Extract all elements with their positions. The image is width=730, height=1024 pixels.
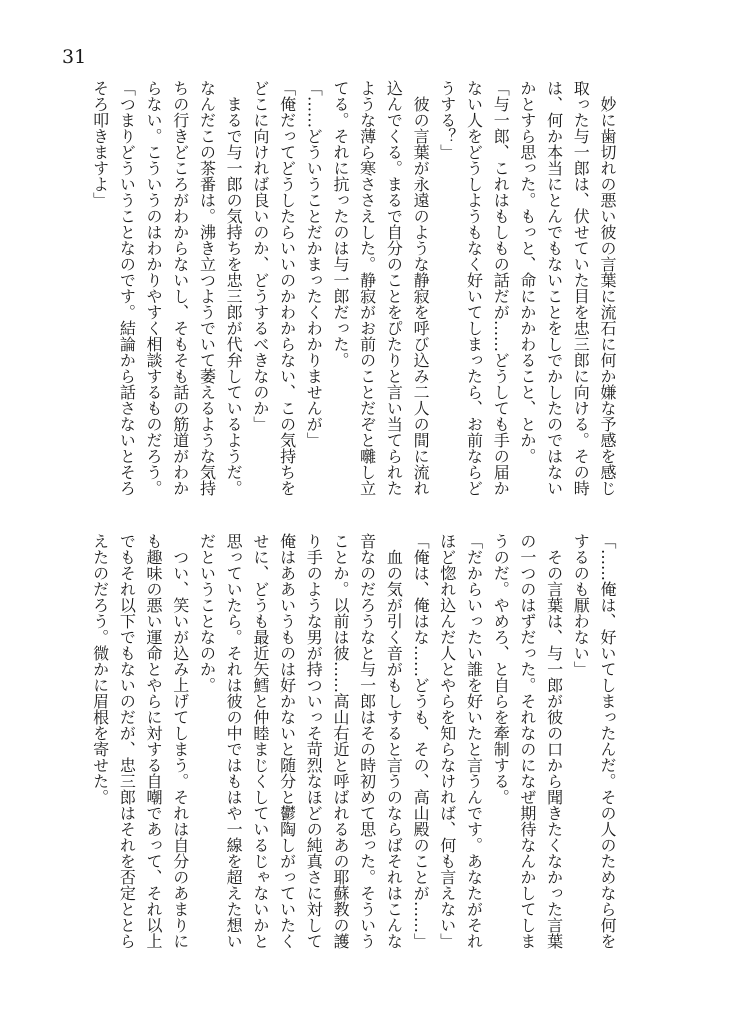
- text-line: するのも厭わない」: [571, 533, 591, 677]
- text-line: ちの行きどころがわからないし、そもそも話の筋道がわか: [170, 80, 190, 496]
- text-line: 「……俺は、好いてしまったんだ。その人のためなら何を: [598, 533, 617, 949]
- text-line: 「俺は、俺はな……どうも、その、高山殿のことが……」: [411, 533, 431, 949]
- text-line: えたのだろう。微かに眉根を寄せた。: [90, 533, 110, 805]
- text-line: てる。それに抗ったのは与一郎だった。: [330, 80, 350, 368]
- text-line: 思っていたら。それは彼の中ではもはや一線を超えた想い: [224, 533, 244, 949]
- text-line: つい、笑いが込み上げてしまう。それは自分のあまりに: [170, 533, 190, 949]
- text-line: 妙に歯切れの悪い彼の言葉に流石に何か嫌な予感を感じ: [598, 80, 617, 496]
- text-line: でもそれ以下でもないのだが、忠三郎はそれを否定ととら: [117, 533, 137, 949]
- text-line: 血の気が引く音がもしすると言うのならばそれはこんな: [384, 533, 404, 949]
- text-line: うする？」: [437, 80, 457, 160]
- text-line: 彼の言葉が永遠のような静寂を呼び込み二人の間に流れ: [411, 80, 431, 496]
- text-line: らない。こういうのはわかりやすく相談するものだろう。: [144, 80, 164, 496]
- text-line: 俺はああいうものは好かないと随分と鬱陶しがっていたく: [277, 533, 297, 949]
- text-line: 「俺だってどうしたらいいのかわからない、この気持ちを: [277, 80, 297, 496]
- text-line: ない人をどうしようもなく好いてしまったら、お前ならど: [464, 80, 484, 496]
- text-line: うのだ。やめろ、と自らを牽制する。: [491, 533, 511, 805]
- text-line: ことか。以前は彼……高山右近と呼ばれるあの耶蘇教の護: [330, 533, 350, 949]
- text-line: だということなのか。: [197, 533, 217, 693]
- text-line: 「……どういうことだかまったくわかりませんが」: [304, 80, 324, 448]
- text-line: も趣味の悪い運命とやらに対する自嘲であって、それ以上: [144, 533, 164, 949]
- text-line: かとすら思った。もっと、命にかかわること、とか。: [517, 80, 537, 464]
- text-line: 込んでくる。まるで自分のことをぴたりと言い当てられた: [384, 80, 404, 496]
- text-line: その言葉は、与一郎が彼の口から聞きたくなかった言葉: [544, 533, 564, 949]
- text-line: そろ叩きますよ」: [90, 80, 110, 208]
- text-line: 「だからいったい誰を好いたと言うんです。あなたがそれ: [464, 533, 484, 949]
- text-line: まるで与一郎の気持ちを忠三郎が代弁しているようだ。: [224, 80, 244, 496]
- text-line: ほど惚れ込んだ人とやらを知らなければ、何も言えない」: [437, 533, 457, 949]
- text-block-bottom: [86, 533, 620, 953]
- text-line: なんだこの茶番は。沸き立つようでいて萎えるような気持: [197, 80, 217, 496]
- text-line: 音なのだろうなと与一郎はその時初めて思った。そういう: [357, 533, 377, 949]
- text-line: は、何か本当にとんでもないことをしでかしたのではない: [544, 80, 564, 496]
- page-number: 31: [62, 46, 87, 68]
- text-line: 取った与一郎は、伏せていた目を忠三郎に向ける。その時: [571, 80, 591, 496]
- text-line: せに、どうも最近矢鱈と仲睦まじくしているじゃないかと: [250, 533, 270, 949]
- text-line: ような薄ら寒ささえした。静寂がお前のことだぞと囃し立: [357, 80, 377, 496]
- text-line: 「つまりどういうことなのです。結論から話さないとそろ: [117, 80, 137, 496]
- text-line: どこに向ければ良いのか、どうするべきなのか」: [250, 80, 270, 432]
- text-line: 「与一郎、これはもしもの話だが……どうしても手の届か: [491, 80, 511, 496]
- text-block-top: [86, 80, 620, 500]
- text-line: の一つのはずだった。それなのになぜ期待なんかしてしま: [517, 533, 537, 949]
- text-line: り手のような男が持ついっそ苛烈なほどの純真さに対して: [304, 533, 324, 949]
